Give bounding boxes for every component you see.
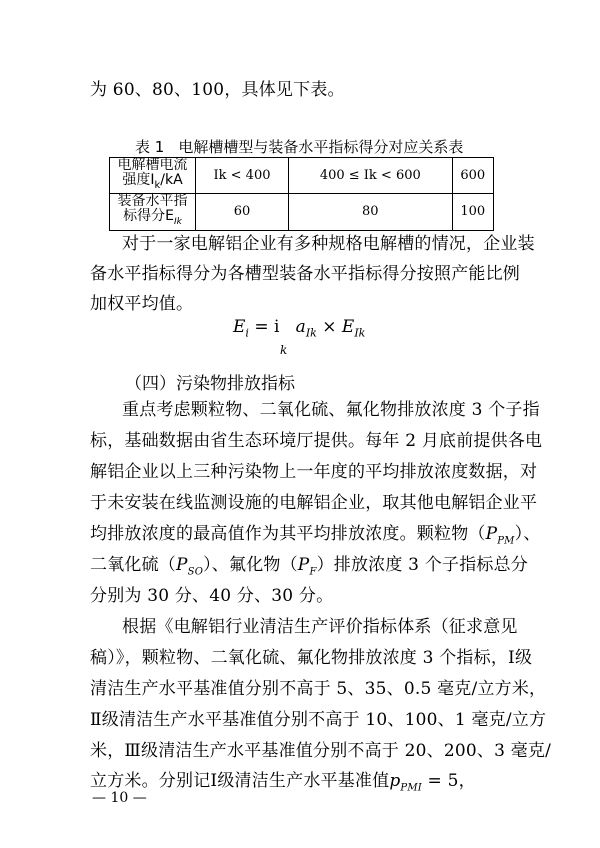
para2-line: 于未安装在线监测设施的电解铝企业，取其他电解铝企业平	[90, 493, 538, 513]
table-row	[110, 193, 494, 230]
score-table	[109, 157, 494, 231]
para2-line: 重点考虑颗粒物、二氧化硫、氟化物排放浓度 3 个子指	[122, 400, 540, 420]
table-cell: Ik < 400	[196, 158, 289, 194]
para2-line: 分别为 30 分、40 分、30 分。	[90, 586, 334, 606]
sum-index: k	[280, 343, 288, 357]
para3-line: 立方米。分别记Ⅰ级清洁生产水平基准值$p_{PMⅠ} = 5$，	[90, 771, 476, 794]
para2-line: 二氧化硫$(P_{SO})$、氟化物$(P_F)$排放浓度 3 个子指标总分	[90, 555, 529, 578]
para1-line: 加权平均值。	[90, 294, 194, 314]
para3-line: 稿）》，颗粒物、二氧化硫、氟化物排放浓度 3 个指标，Ⅰ级	[90, 648, 533, 668]
para1-line: 对于一家电解铝企业有多种规格电解槽的情况，企业装	[122, 234, 535, 254]
page-number: — 10 —	[92, 790, 147, 806]
section-heading: （四）污染物排放指标	[125, 374, 295, 394]
para2-line: 均排放浓度的最高值作为其平均排放浓度。颗粒物$(P_{PM})$、	[90, 524, 541, 547]
table-cell: 80	[289, 193, 453, 230]
table-cell: 60	[196, 193, 289, 230]
weighted-average-formula: $E_i = i$ $a_{Ik} \times E_{Ik}$ k	[233, 317, 366, 357]
intro-line: 为 60、80、100，具体见下表。	[90, 80, 345, 100]
table-row	[110, 158, 494, 194]
para3-line: 根据《电解铝行业清洁生产评价指标体系（征求意见	[122, 617, 518, 637]
table-caption	[135, 136, 463, 157]
para3-line: 米，Ⅲ级清洁生产水平基准值分别不高于 20、200、3 毫克/	[90, 741, 552, 761]
para1-line: 备水平指标得分为各槽型装备水平指标得分按照产能比例	[90, 264, 520, 284]
para2-line: 解铝企业以上三种污染物上一年度的平均排放浓度数据，对	[90, 462, 538, 482]
row-header-score: 装备水平指 标得分$E_{Ik}$	[110, 193, 196, 230]
para3-line: Ⅱ级清洁生产水平基准值分别不高于 10、100、1 毫克/立方	[90, 710, 547, 730]
table-cell: 600	[452, 158, 493, 194]
table-cell: 400 ≤ Ik < 600	[289, 158, 453, 194]
table-caption-number: 表 1	[135, 138, 165, 156]
para2-line: 标，基础数据由省生态环境厅提供。每年 2 月底前提供各电	[90, 431, 543, 451]
para3-line: 清洁生产水平基准值分别不高于 5、35、0.5 毫克/立方米，	[90, 679, 547, 699]
table-cell: 100	[452, 193, 493, 230]
table-caption-text: 电解槽槽型与装备水平指标得分对应关系表	[178, 138, 464, 156]
row-header-current: 电解槽电流 强度$I_k/kA$	[110, 158, 196, 194]
